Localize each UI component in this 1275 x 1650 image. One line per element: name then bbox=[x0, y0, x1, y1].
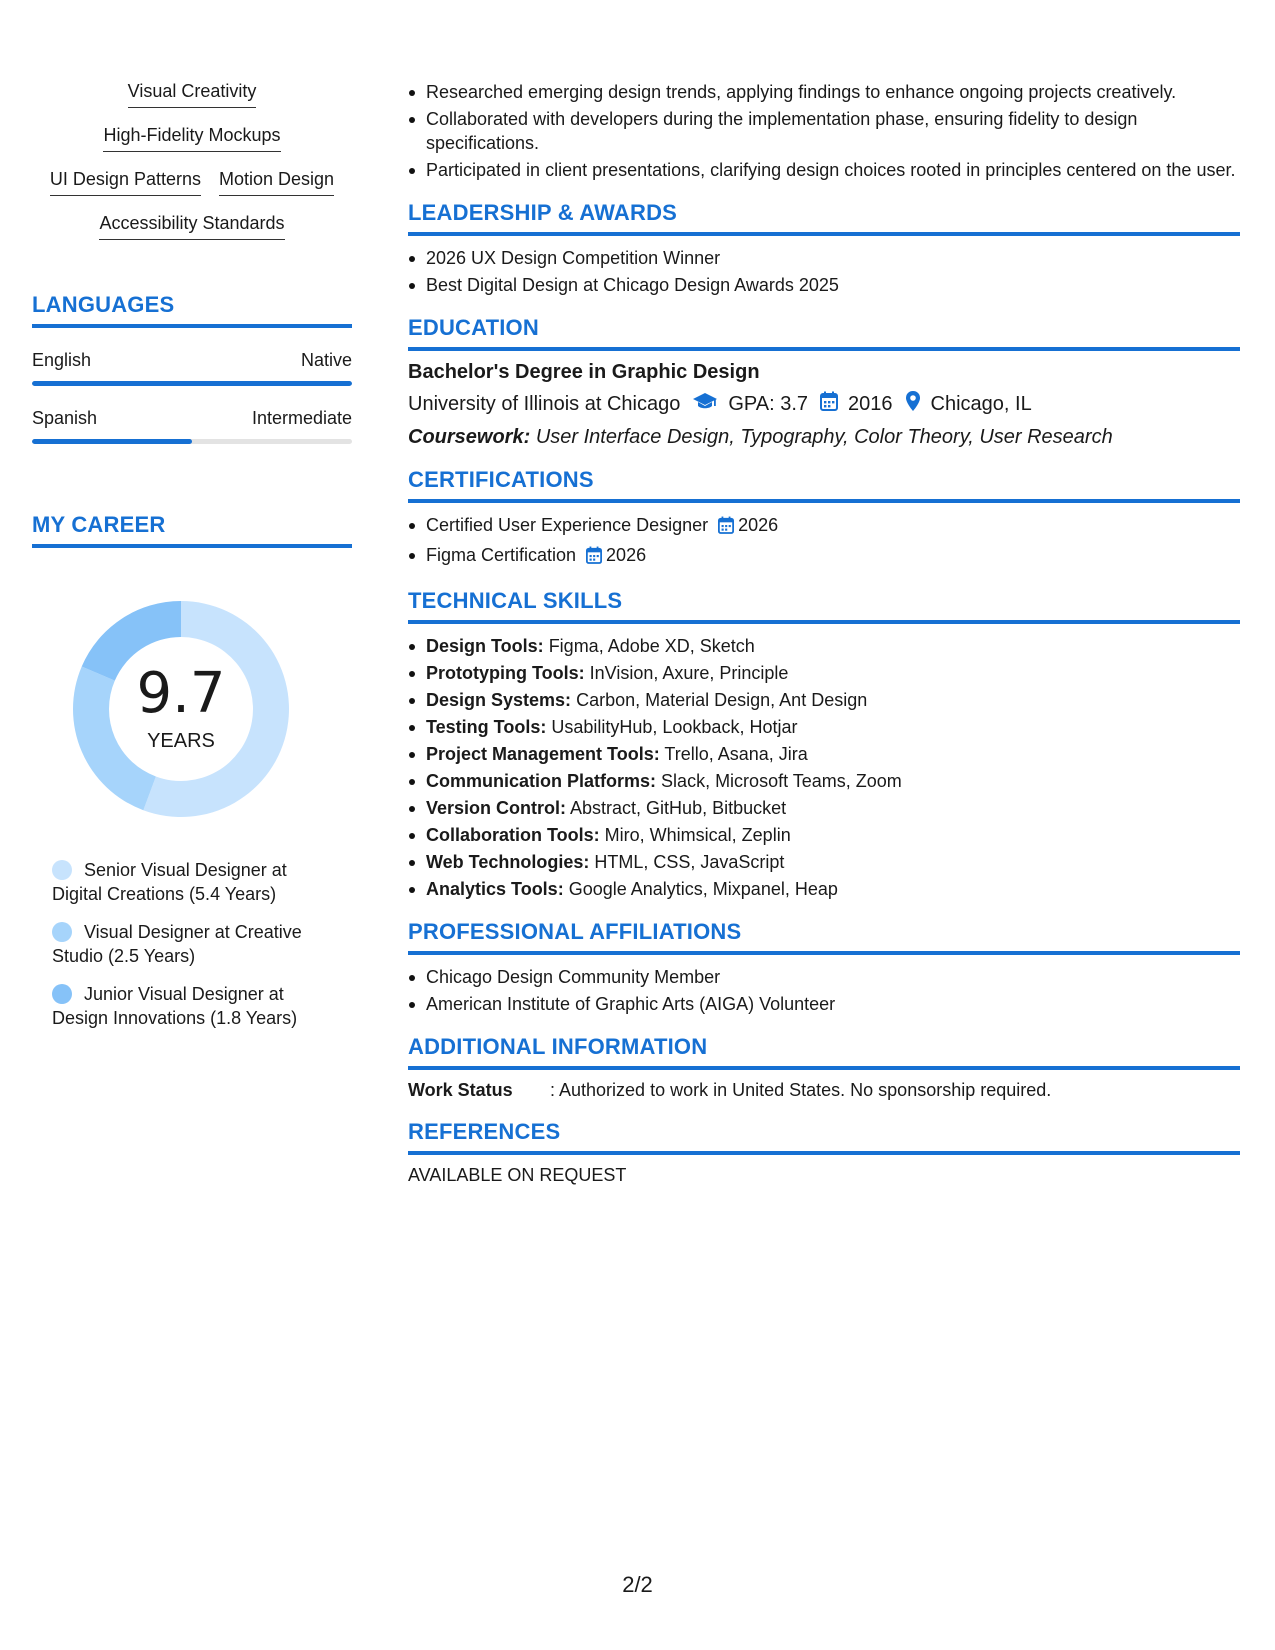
certifications-section bbox=[408, 467, 1240, 570]
skill-row bbox=[32, 124, 352, 152]
page-number: 2/2 bbox=[622, 1572, 653, 1597]
skill-values: HTML, CSS, JavaScript bbox=[594, 852, 785, 872]
section-title: CERTIFICATIONS bbox=[408, 467, 1240, 503]
skills-tags bbox=[32, 80, 352, 240]
certification-year: 2026 bbox=[738, 515, 779, 535]
sidebar bbox=[32, 80, 352, 1044]
skill-row bbox=[32, 80, 352, 108]
affiliations-list bbox=[408, 965, 1240, 1016]
technical-skills-list bbox=[408, 634, 1240, 901]
references-section bbox=[408, 1119, 1240, 1186]
language-bar bbox=[32, 381, 352, 386]
affiliations-section bbox=[408, 919, 1240, 1016]
school-name: University of Illinois at Chicago bbox=[408, 392, 681, 415]
list-item bbox=[426, 742, 1240, 766]
career-total-unit: YEARS bbox=[147, 730, 215, 752]
language-level: Native bbox=[300, 350, 352, 370]
language-name: Spanish bbox=[32, 408, 98, 428]
list-item bbox=[426, 661, 1240, 685]
additional-info-section bbox=[408, 1034, 1240, 1101]
calendar-icon bbox=[820, 391, 838, 417]
skill-category: Design Systems: bbox=[426, 690, 572, 710]
list-item bbox=[426, 823, 1240, 847]
list-item bbox=[426, 715, 1240, 739]
skill-tag: Motion Design bbox=[219, 168, 334, 196]
certification-year: 2026 bbox=[606, 545, 647, 565]
leadership-list bbox=[408, 246, 1240, 297]
list-item bbox=[426, 513, 1240, 540]
main-content bbox=[408, 80, 1240, 1186]
list-item bbox=[426, 850, 1240, 874]
coursework-label: Coursework: bbox=[408, 426, 531, 448]
education-details bbox=[408, 390, 1240, 418]
certification-name: Certified User Experience Designer bbox=[426, 515, 709, 535]
skill-values: Carbon, Material Design, Ant Design bbox=[576, 690, 868, 710]
career-section bbox=[32, 512, 352, 1030]
skill-values: InVision, Axure, Principle bbox=[589, 663, 789, 683]
career-title: MY CAREER bbox=[32, 512, 352, 548]
location-pin-icon bbox=[905, 390, 921, 418]
list-item bbox=[426, 769, 1240, 793]
languages-section bbox=[32, 292, 352, 444]
skill-tag: Accessibility Standards bbox=[99, 212, 284, 240]
language-level: Intermediate bbox=[251, 408, 352, 428]
legend-item bbox=[52, 982, 332, 1030]
skill-category: Analytics Tools: bbox=[426, 879, 564, 899]
language-bar-fill bbox=[32, 439, 192, 444]
skill-values: Trello, Asana, Jira bbox=[664, 744, 808, 764]
skill-values: Figma, Adobe XD, Sketch bbox=[548, 636, 755, 656]
skill-tag: UI Design Patterns bbox=[50, 168, 201, 196]
degree-title: Bachelor's Degree in Graphic Design bbox=[408, 361, 760, 383]
career-donut-center bbox=[66, 594, 296, 824]
career-total-years: 9.7 bbox=[136, 661, 226, 726]
list-item bbox=[426, 877, 1240, 901]
list-item: Chicago Design Community Member bbox=[426, 965, 1240, 989]
section-title: TECHNICAL SKILLS bbox=[408, 588, 1240, 624]
list-item: Collaborated with developers during the implementation phase, ensuring fidelity to design specifications. bbox=[426, 107, 1240, 155]
technical-skills-section bbox=[408, 588, 1240, 901]
education-section bbox=[408, 315, 1240, 449]
list-item: 2026 UX Design Competition Winner bbox=[426, 246, 1240, 270]
calendar-icon bbox=[586, 546, 602, 570]
skill-category: Project Management Tools: bbox=[426, 744, 660, 764]
section-title: REFERENCES bbox=[408, 1119, 1240, 1155]
language-item bbox=[32, 408, 352, 444]
list-item: Participated in client presentations, clarifying design choices rooted in principles centered on the user. bbox=[426, 158, 1240, 182]
skill-values: Abstract, GitHub, Bitbucket bbox=[570, 798, 787, 818]
skill-category: Prototyping Tools: bbox=[426, 663, 585, 683]
legend-dot bbox=[52, 860, 72, 880]
list-item: Best Digital Design at Chicago Design Awards 2025 bbox=[426, 273, 1240, 297]
legend-item bbox=[52, 920, 332, 968]
experience-bullets bbox=[408, 80, 1240, 182]
language-bar bbox=[32, 439, 352, 444]
school-location: Chicago, IL bbox=[930, 392, 1032, 415]
legend-label: Visual Designer at Creative Studio (2.5 Years) bbox=[52, 922, 302, 966]
work-status-row bbox=[408, 1080, 1240, 1101]
career-legend bbox=[52, 858, 332, 1030]
graduation-year: 2016 bbox=[848, 392, 893, 415]
list-item bbox=[426, 796, 1240, 820]
section-title: EDUCATION bbox=[408, 315, 1240, 351]
section-title: ADDITIONAL INFORMATION bbox=[408, 1034, 1240, 1070]
gpa: GPA: 3.7 bbox=[728, 392, 809, 415]
legend-item bbox=[52, 858, 332, 906]
legend-label: Senior Visual Designer at Digital Creations (5.4 Years) bbox=[52, 860, 287, 904]
legend-dot bbox=[52, 922, 72, 942]
skill-row bbox=[32, 212, 352, 240]
career-donut bbox=[66, 594, 296, 824]
skill-tag: High-Fidelity Mockups bbox=[103, 124, 280, 152]
work-status-value: : Authorized to work in United States. No sponsorship required. bbox=[550, 1080, 1052, 1100]
legend-dot bbox=[52, 984, 72, 1004]
skill-row bbox=[32, 168, 352, 196]
coursework bbox=[408, 426, 1240, 449]
skill-category: Testing Tools: bbox=[426, 717, 547, 737]
skill-category: Version Control: bbox=[426, 798, 567, 818]
section-title: LEADERSHIP & AWARDS bbox=[408, 200, 1240, 236]
list-item bbox=[426, 634, 1240, 658]
skill-category: Communication Platforms: bbox=[426, 771, 657, 791]
legend-label: Junior Visual Designer at Design Innovations (1.8 Years) bbox=[52, 984, 298, 1028]
skill-values: Miro, Whimsical, Zeplin bbox=[604, 825, 791, 845]
list-item: Researched emerging design trends, applying findings to enhance ongoing projects creatively. bbox=[426, 80, 1240, 104]
skill-values: UsabilityHub, Lookback, Hotjar bbox=[551, 717, 798, 737]
languages-title: LANGUAGES bbox=[32, 292, 352, 328]
skill-category: Web Technologies: bbox=[426, 852, 590, 872]
section-title: PROFESSIONAL AFFILIATIONS bbox=[408, 919, 1240, 955]
leadership-section bbox=[408, 200, 1240, 297]
list-item bbox=[426, 543, 1240, 570]
list-item: American Institute of Graphic Arts (AIGA) Volunteer bbox=[426, 992, 1240, 1016]
work-status-label: Work Status bbox=[408, 1080, 513, 1100]
language-bar-fill bbox=[32, 381, 352, 386]
language-name: English bbox=[32, 350, 92, 370]
calendar-icon bbox=[718, 516, 734, 540]
skill-category: Design Tools: bbox=[426, 636, 544, 656]
skill-values: Google Analytics, Mixpanel, Heap bbox=[568, 879, 838, 899]
list-item bbox=[426, 688, 1240, 712]
references-text: AVAILABLE ON REQUEST bbox=[408, 1165, 627, 1185]
graduation-cap-icon bbox=[692, 391, 718, 417]
skill-values: Slack, Microsoft Teams, Zoom bbox=[661, 771, 902, 791]
language-item bbox=[32, 350, 352, 386]
certification-name: Figma Certification bbox=[426, 545, 577, 565]
certifications-list bbox=[408, 513, 1240, 570]
skill-category: Collaboration Tools: bbox=[426, 825, 600, 845]
coursework-list: User Interface Design, Typography, Color Theory, User Research bbox=[535, 426, 1113, 448]
skill-tag: Visual Creativity bbox=[128, 80, 257, 108]
